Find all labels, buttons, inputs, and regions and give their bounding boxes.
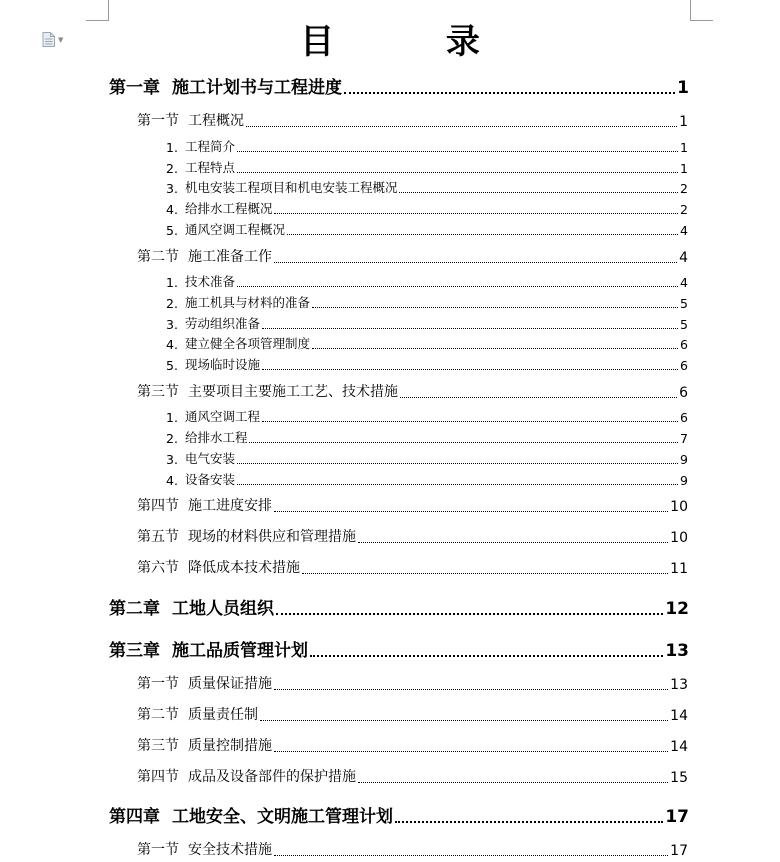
toc-entry-title: 工地安全、文明施工管理计划 [172, 807, 393, 827]
toc-dot-leader [312, 348, 678, 349]
toc-entry-number: 1. [166, 140, 178, 155]
toc-entry-title: 安全技术措施 [188, 842, 272, 858]
toc-entry-number: 第一节 [137, 676, 179, 692]
toc-entry-number: 第一章 [109, 78, 160, 98]
toc-chapter-entry[interactable] [109, 73, 689, 98]
toc-entry-title: 通风空调工程概况 [184, 222, 285, 237]
toc-entry-title: 工地人员组织 [172, 599, 274, 619]
toc-entry-title: 工程特点 [184, 160, 235, 175]
page-title: 目 录 [300, 22, 530, 62]
toc-entry-number: 第一节 [137, 113, 179, 129]
toc-item-entry[interactable] [166, 272, 688, 290]
toc-dot-leader [287, 234, 678, 235]
toc-entry-number: 4. [166, 473, 178, 488]
toc-entry-number: 3. [166, 452, 178, 467]
toc-section-entry[interactable] [137, 110, 688, 130]
toc-section-entry[interactable] [137, 704, 688, 724]
toc-item-entry[interactable] [166, 314, 688, 332]
toc-page-number: 9 [680, 452, 688, 467]
toc-dot-leader [274, 855, 668, 856]
toc-entry-title: 现场临时设施 [184, 357, 260, 372]
toc-dot-leader [395, 821, 663, 823]
toc-entry-title: 施工机具与材料的准备 [184, 295, 310, 310]
toc-dot-leader [260, 720, 668, 721]
toc-dot-leader [276, 613, 663, 615]
toc-page-number: 17 [665, 807, 689, 827]
toc-entry-title: 给排水工程概况 [184, 201, 273, 216]
toc-dot-leader [344, 92, 675, 94]
toc-entry-number: 3. [166, 317, 178, 332]
toc-dot-leader [262, 328, 678, 329]
toc-entry-number: 2. [166, 431, 178, 446]
toc-page-number: 1 [679, 114, 688, 130]
toc-entry-title: 电气安装 [184, 451, 235, 466]
toc-entry-number: 第二节 [137, 249, 179, 265]
toc-chapter-entry[interactable] [109, 802, 689, 827]
toc-item-entry[interactable] [166, 407, 688, 425]
toc-entry-number: 第一节 [137, 842, 179, 858]
toc-entry-title: 工程简介 [184, 139, 235, 154]
toc-dot-leader [237, 151, 678, 152]
toc-entry-title: 建立健全各项管理制度 [184, 336, 310, 351]
toc-item-entry[interactable] [166, 220, 688, 238]
toc-entry-number: 第三节 [137, 738, 179, 754]
toc-dot-leader [400, 397, 677, 398]
toc-dot-leader [274, 751, 668, 752]
toc-page-number: 13 [665, 641, 689, 661]
toc-section-entry[interactable] [137, 735, 688, 755]
toc-chapter-entry[interactable] [109, 636, 689, 661]
toc-page-number: 6 [680, 410, 688, 425]
toc-page-number: 14 [670, 708, 688, 724]
toc-page-number: 2 [680, 181, 688, 196]
toc-section-entry[interactable] [137, 557, 688, 577]
toc-entry-number: 第三节 [137, 384, 179, 400]
toc-entry-number: 第三章 [109, 641, 160, 661]
toc-item-entry[interactable] [166, 178, 688, 196]
toc-page-number: 4 [679, 250, 688, 266]
toc-entry-title: 给排水工程 [184, 430, 248, 445]
toc-entry-title: 劳动组织准备 [184, 316, 260, 331]
toc-entry-number: 第四节 [137, 769, 179, 785]
chevron-down-icon: ▼ [58, 35, 64, 44]
toc-page-number: 9 [680, 473, 688, 488]
toc-dot-leader [237, 172, 678, 173]
toc-item-entry[interactable] [166, 293, 688, 311]
toc-dot-leader [262, 421, 678, 422]
toc-dot-leader [358, 542, 668, 543]
toc-item-entry[interactable] [166, 428, 688, 446]
toc-section-entry[interactable] [137, 839, 688, 859]
toc-dot-leader [274, 262, 677, 263]
toc-dot-leader [399, 192, 678, 193]
toc-entry-title: 施工计划书与工程进度 [172, 78, 342, 98]
toc-dot-leader [302, 573, 668, 574]
toc-page-number: 7 [680, 431, 688, 446]
toc-entry-number: 2. [166, 296, 178, 311]
toc-dot-leader [237, 463, 678, 464]
toc-entry-title: 主要项目主要施工工艺、技术措施 [188, 384, 398, 400]
toc-entry-title: 机电安装工程项目和机电安装工程概况 [184, 180, 398, 195]
toc-entry-number: 第二章 [109, 599, 160, 619]
toc-page-number: 6 [680, 337, 688, 352]
toc-section-entry[interactable] [137, 766, 688, 786]
toc-page-number: 11 [670, 561, 688, 577]
toc-entry-number: 第二节 [137, 707, 179, 723]
toc-entry-number: 第五节 [137, 529, 179, 545]
toc-entry-number: 第四章 [109, 807, 160, 827]
toc-dot-leader [262, 369, 678, 370]
toc-dot-leader [237, 484, 678, 485]
toc-page-number: 10 [670, 499, 688, 515]
toc-dot-leader [249, 442, 678, 443]
toc-entry-title: 现场的材料供应和管理措施 [188, 529, 356, 545]
toc-entry-number: 4. [166, 337, 178, 352]
toc-section-entry[interactable] [137, 381, 688, 401]
toc-page-number: 14 [670, 739, 688, 755]
toc-section-entry[interactable] [137, 673, 688, 693]
toc-section-entry[interactable] [137, 495, 688, 515]
toc-page-number: 15 [670, 770, 688, 786]
toc-entry-title: 技术准备 [184, 274, 235, 289]
toc-page-number: 2 [680, 202, 688, 217]
toc-entry-title: 质量保证措施 [188, 676, 272, 692]
toc-dot-leader [274, 511, 668, 512]
toc-item-entry[interactable] [166, 199, 688, 217]
toc-entry-title: 质量控制措施 [188, 738, 272, 754]
toc-page-number: 4 [680, 223, 688, 238]
toc-entry-number: 4. [166, 202, 178, 217]
toc-page-number: 6 [680, 358, 688, 373]
toc-entry-number: 1. [166, 410, 178, 425]
toc-entry-number: 第六节 [137, 560, 179, 576]
toc-item-entry[interactable] [166, 334, 688, 352]
toc-dot-leader [312, 307, 678, 308]
toc-entry-title: 设备安装 [184, 472, 235, 487]
toc-page-number: 17 [670, 843, 688, 859]
toc-page-number: 1 [677, 78, 689, 98]
toc-entry-number: 3. [166, 181, 178, 196]
toc-page-number: 6 [679, 385, 688, 401]
toc-page-number: 10 [670, 530, 688, 546]
toc-item-entry[interactable] [166, 137, 688, 155]
toc-page-number: 5 [680, 317, 688, 332]
toc-dot-leader [246, 126, 677, 127]
toc-page-number: 1 [680, 161, 688, 176]
toc-chapter-entry[interactable] [109, 594, 689, 619]
toc-entry-title: 施工进度安排 [188, 498, 272, 514]
toc-entry-number: 第四节 [137, 498, 179, 514]
toc-page-number: 13 [670, 677, 688, 693]
toc-entry-number: 5. [166, 358, 178, 373]
toc-entry-number: 2. [166, 161, 178, 176]
toc-dot-leader [310, 655, 663, 657]
toc-entry-title: 工程概况 [188, 113, 244, 129]
toc-section-entry[interactable] [137, 246, 688, 266]
toc-dot-leader [274, 689, 668, 690]
toc-entry-title: 通风空调工程 [184, 409, 260, 424]
toc-entry-number: 1. [166, 275, 178, 290]
toc-item-entry[interactable] [166, 158, 688, 176]
toc-dot-leader [358, 782, 668, 783]
toc-entry-title: 施工品质管理计划 [172, 641, 308, 661]
toc-entry-title: 成品及设备部件的保护措施 [188, 769, 356, 785]
toc-entry-title: 施工准备工作 [188, 249, 272, 265]
toc-entry-number: 5. [166, 223, 178, 238]
toc-entry-title: 质量责任制 [188, 707, 258, 723]
toc-page-number: 12 [665, 599, 689, 619]
toc-dot-leader [274, 213, 678, 214]
toc-page-number: 1 [680, 140, 688, 155]
toc-item-entry[interactable] [166, 449, 688, 467]
toc-page-number: 4 [680, 275, 688, 290]
toc-section-entry[interactable] [137, 526, 688, 546]
toc-item-entry[interactable] [166, 355, 688, 373]
toc-page-number: 5 [680, 296, 688, 311]
toc-entry-title: 降低成本技术措施 [188, 560, 300, 576]
toc-item-entry[interactable] [166, 470, 688, 488]
toc-dot-leader [237, 286, 678, 287]
